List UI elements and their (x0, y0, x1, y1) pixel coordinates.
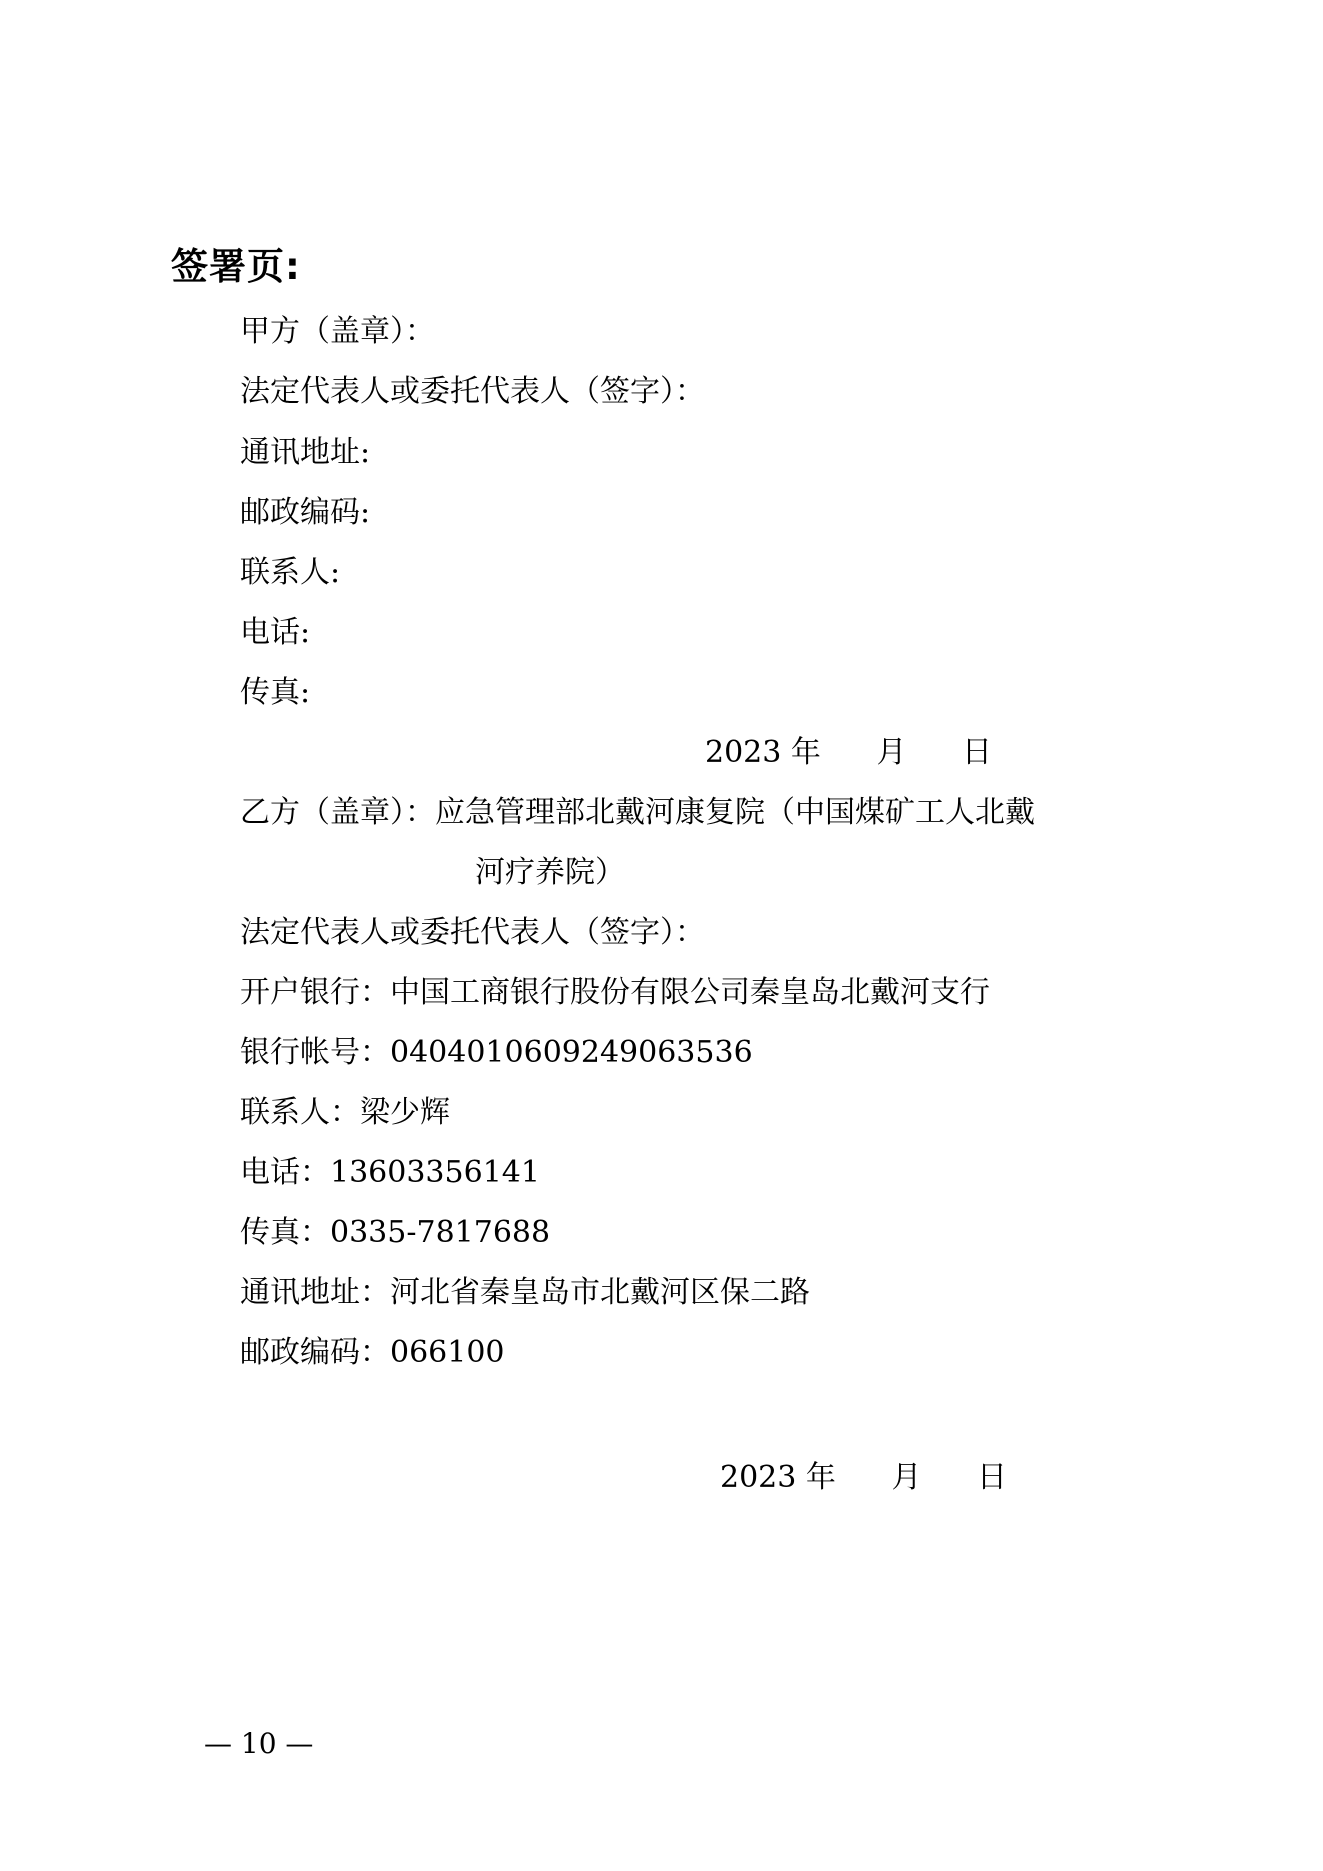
party-b-date-day-label: 日 (977, 1460, 1007, 1495)
party-b-seal-continued: 河疗养院） (475, 855, 625, 890)
party-a-fax-line: 传真: (240, 675, 311, 710)
party-b-date-year-label: 年 (805, 1460, 836, 1495)
party-b-seal-line: 乙方（盖章）：应急管理部北戴河康复院（中国煤矿工人北戴 (240, 795, 1035, 830)
party-b-postcode-line: 邮政编码：066100 (240, 1335, 505, 1370)
party-b-contact-line: 联系人：梁少辉 (240, 1095, 450, 1130)
party-b-date-year: 2023 (720, 1460, 797, 1495)
party-a-address-line: 通讯地址: (240, 435, 371, 470)
party-b-address-line: 通讯地址：河北省秦皇岛市北戴河区保二路 (240, 1275, 810, 1310)
party-b-phone-line: 电话：13603356141 (240, 1155, 540, 1190)
party-a-representative-line: 法定代表人或委托代表人（签字）： (240, 374, 705, 409)
party-b-fax-line: 传真：0335-7817688 (240, 1215, 551, 1250)
party-a-date-month-label: 月 (876, 735, 907, 770)
party-a-seal-line: 甲方（盖章）： (240, 314, 435, 349)
party-a-postcode-line: 邮政编码: (240, 495, 371, 530)
party-a-date (705, 733, 992, 773)
party-a-contact-line: 联系人: (240, 555, 341, 590)
party-a-date-day-label: 日 (962, 735, 992, 770)
party-b-representative-line: 法定代表人或委托代表人（签字）： (240, 915, 705, 950)
party-a-phone-line: 电话: (240, 615, 311, 650)
page-title: 签署页: (171, 245, 301, 288)
page-number: — 10 — (204, 1727, 314, 1760)
party-b-date-month-label: 月 (891, 1460, 922, 1495)
party-b-bank-line: 开户银行：中国工商银行股份有限公司秦皇岛北戴河支行 (240, 975, 990, 1010)
party-b-date (720, 1458, 1007, 1498)
party-b-account-line: 银行帐号：0404010609249063536 (240, 1035, 753, 1070)
party-a-date-year-label: 年 (790, 735, 821, 770)
party-a-date-year: 2023 (705, 735, 782, 770)
